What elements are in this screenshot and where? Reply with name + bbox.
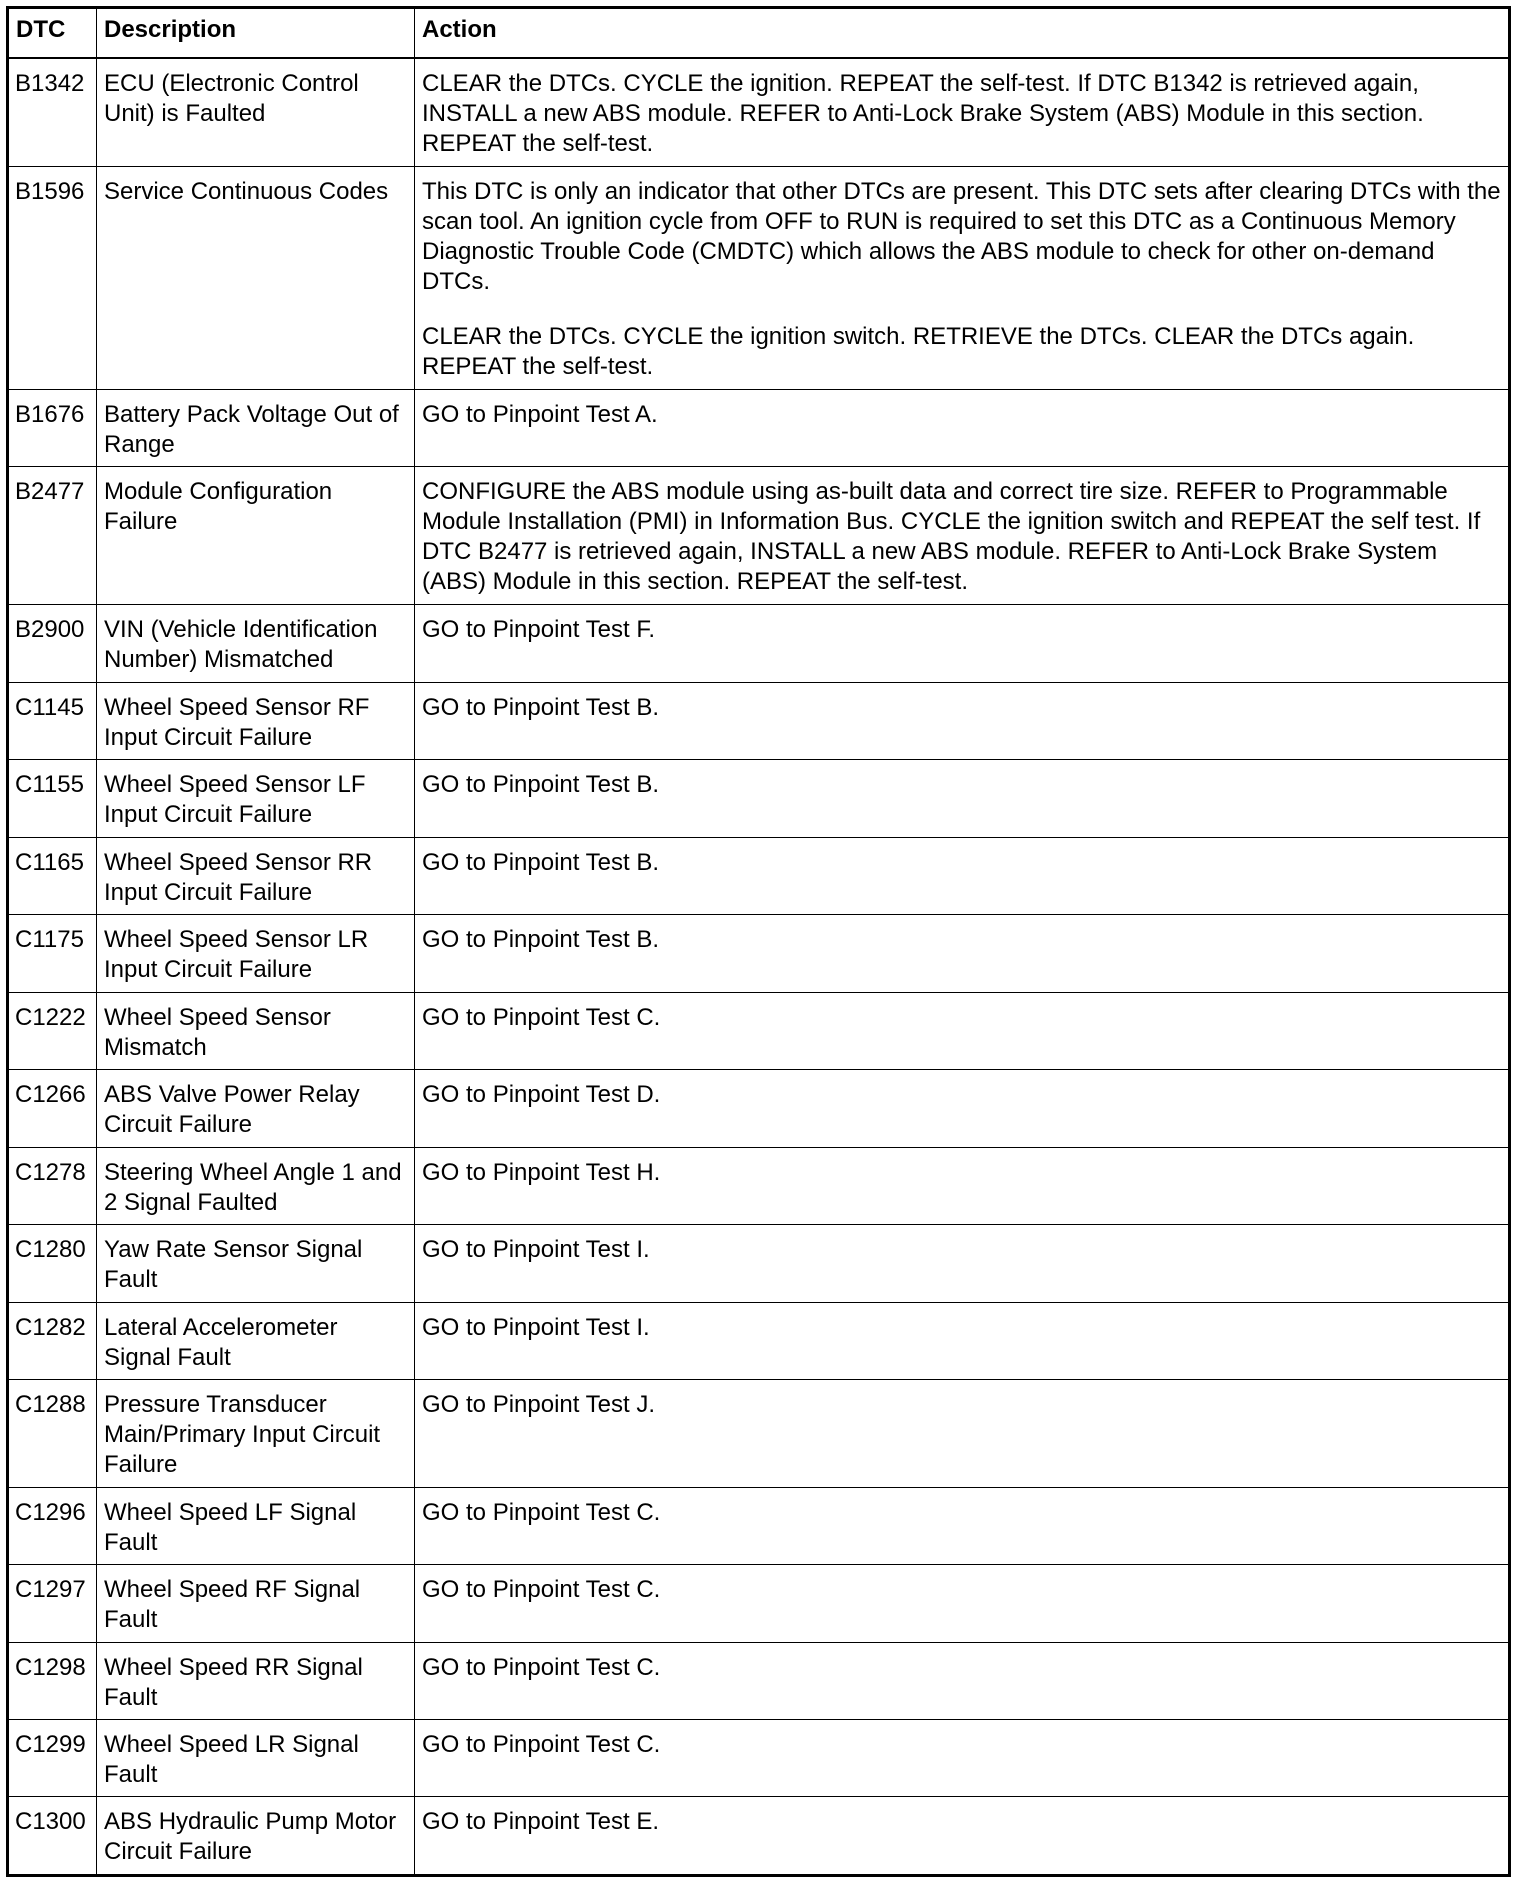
dtc-code-cell: C1296 — [8, 1487, 97, 1564]
description-cell: Module Configuration Failure — [97, 467, 415, 605]
table-row — [8, 682, 1510, 759]
action-paragraph: GO to Pinpoint Test B. — [422, 848, 660, 876]
description-cell: Pressure Transducer Main/Primary Input Circuit Failure — [97, 1379, 415, 1487]
description-cell: Wheel Speed Sensor LF Input Circuit Failure — [97, 760, 415, 837]
dtc-code-cell: C1282 — [8, 1302, 97, 1379]
dtc-code-cell: C1145 — [8, 682, 97, 759]
action-cell — [415, 166, 1510, 389]
dtc-code-cell: C1299 — [8, 1720, 97, 1797]
description-cell: ABS Hydraulic Pump Motor Circuit Failure — [97, 1797, 415, 1876]
action-cell — [415, 837, 1510, 914]
action-cell — [415, 389, 1510, 466]
table-row — [8, 166, 1510, 389]
dtc-code-cell: B2900 — [8, 605, 97, 682]
description-cell: Wheel Speed Sensor LR Input Circuit Failure — [97, 915, 415, 992]
description-cell: Steering Wheel Angle 1 and 2 Signal Faulted — [97, 1147, 415, 1224]
table-row — [8, 992, 1510, 1069]
table-row — [8, 1797, 1510, 1876]
table-row — [8, 58, 1510, 166]
action-paragraph: CLEAR the DTCs. CYCLE the ignition switch. RETRIEVE the DTCs. CLEAR the DTCs again. REPEAT the self-test. — [422, 322, 1415, 380]
action-paragraph: GO to Pinpoint Test B. — [422, 693, 660, 721]
action-paragraph: GO to Pinpoint Test C. — [422, 1003, 661, 1031]
action-paragraph: GO to Pinpoint Test D. — [422, 1081, 661, 1109]
action-cell — [415, 1147, 1510, 1224]
action-paragraph: GO to Pinpoint Test E. — [422, 1808, 660, 1836]
table-row — [8, 1379, 1510, 1487]
action-cell — [415, 1225, 1510, 1302]
description-cell: Wheel Speed LF Signal Fault — [97, 1487, 415, 1564]
table-row — [8, 1565, 1510, 1642]
action-paragraph: GO to Pinpoint Test A. — [422, 400, 658, 428]
dtc-code-cell: C1297 — [8, 1565, 97, 1642]
description-cell: Battery Pack Voltage Out of Range — [97, 389, 415, 466]
description-cell: Wheel Speed RF Signal Fault — [97, 1565, 415, 1642]
action-paragraph: GO to Pinpoint Test J. — [422, 1390, 656, 1418]
table-header — [8, 8, 1510, 59]
dtc-code-cell: C1298 — [8, 1642, 97, 1719]
action-cell — [415, 682, 1510, 759]
action-cell — [415, 760, 1510, 837]
action-paragraph: GO to Pinpoint Test C. — [422, 1498, 661, 1526]
action-cell — [415, 1565, 1510, 1642]
table-row — [8, 389, 1510, 466]
description-cell: Service Continuous Codes — [97, 166, 415, 389]
action-paragraph: GO to Pinpoint Test B. — [422, 926, 660, 954]
header-dtc: DTC — [8, 8, 97, 59]
action-cell — [415, 58, 1510, 166]
description-cell: Yaw Rate Sensor Signal Fault — [97, 1225, 415, 1302]
dtc-code-cell: C1266 — [8, 1070, 97, 1147]
table-row — [8, 1642, 1510, 1719]
action-paragraph: CLEAR the DTCs. CYCLE the ignition. REPEAT the self-test. If DTC B1342 is retrieved again, INSTALL a new ABS module. REFER to Anti-Lock Brake System (ABS) Module in this section. REPEAT the self-test. — [422, 70, 1424, 157]
table-row — [8, 1225, 1510, 1302]
dtc-code-cell: C1278 — [8, 1147, 97, 1224]
dtc-code-cell: C1165 — [8, 837, 97, 914]
action-paragraph: GO to Pinpoint Test B. — [422, 771, 660, 799]
action-paragraph: This DTC is only an indicator that other DTCs are present. This DTC sets after clearing DTCs with the scan tool. An ignition cycle from OFF to RUN is required to set this DTC as a Continuous Memory Diagnostic Trouble Code (CMDTC) which allows the ABS module to check for other on-demand DTCs. — [422, 177, 1501, 295]
description-cell: Wheel Speed Sensor Mismatch — [97, 992, 415, 1069]
action-paragraph: GO to Pinpoint Test H. — [422, 1158, 661, 1186]
table-body — [8, 58, 1510, 1876]
dtc-code-cell: C1222 — [8, 992, 97, 1069]
description-cell: ECU (Electronic Control Unit) is Faulted — [97, 58, 415, 166]
action-cell — [415, 1642, 1510, 1719]
table-row — [8, 1147, 1510, 1224]
description-cell: Lateral Accelerometer Signal Fault — [97, 1302, 415, 1379]
header-action: Action — [415, 8, 1510, 59]
dtc-code-cell: B2477 — [8, 467, 97, 605]
action-cell — [415, 1070, 1510, 1147]
header-row — [8, 8, 1510, 59]
table-row — [8, 837, 1510, 914]
action-paragraph: CONFIGURE the ABS module using as-built data and correct tire size. REFER to Programmable Module Installation (PMI) in Information Bus. CYCLE the ignition switch and REPEAT the self test. If DTC B2477 is retrieved again, INSTALL a new ABS module. REFER to Anti-Lock Brake System (ABS) Module in this section. REPEAT the self-test. — [422, 478, 1481, 596]
action-cell — [415, 1797, 1510, 1876]
dtc-code-cell: B1342 — [8, 58, 97, 166]
action-cell — [415, 915, 1510, 992]
dtc-code-cell: C1175 — [8, 915, 97, 992]
action-paragraph: GO to Pinpoint Test F. — [422, 616, 656, 644]
table-row — [8, 915, 1510, 992]
description-cell: Wheel Speed RR Signal Fault — [97, 1642, 415, 1719]
action-cell — [415, 467, 1510, 605]
table-row — [8, 1070, 1510, 1147]
description-cell: VIN (Vehicle Identification Number) Mismatched — [97, 605, 415, 682]
action-cell — [415, 605, 1510, 682]
table-row — [8, 1487, 1510, 1564]
table-row — [8, 1302, 1510, 1379]
action-cell — [415, 1302, 1510, 1379]
dtc-code-cell: C1280 — [8, 1225, 97, 1302]
dtc-code-cell: C1288 — [8, 1379, 97, 1487]
header-description: Description — [97, 8, 415, 59]
action-cell — [415, 1487, 1510, 1564]
dtc-code-cell: C1300 — [8, 1797, 97, 1876]
table-row — [8, 760, 1510, 837]
description-cell: ABS Valve Power Relay Circuit Failure — [97, 1070, 415, 1147]
action-cell — [415, 992, 1510, 1069]
table-row — [8, 1720, 1510, 1797]
table-row — [8, 605, 1510, 682]
action-paragraph: GO to Pinpoint Test C. — [422, 1653, 661, 1681]
action-cell — [415, 1720, 1510, 1797]
action-paragraph: GO to Pinpoint Test I. — [422, 1313, 650, 1341]
description-cell: Wheel Speed Sensor RR Input Circuit Failure — [97, 837, 415, 914]
description-cell: Wheel Speed Sensor RF Input Circuit Failure — [97, 682, 415, 759]
action-cell — [415, 1379, 1510, 1487]
action-paragraph: GO to Pinpoint Test C. — [422, 1576, 661, 1604]
dtc-code-cell: B1596 — [8, 166, 97, 389]
description-cell: Wheel Speed LR Signal Fault — [97, 1720, 415, 1797]
dtc-code-cell: C1155 — [8, 760, 97, 837]
action-paragraph: GO to Pinpoint Test I. — [422, 1236, 650, 1264]
dtc-table — [6, 6, 1511, 1877]
dtc-code-cell: B1676 — [8, 389, 97, 466]
action-paragraph: GO to Pinpoint Test C. — [422, 1731, 661, 1759]
table-row — [8, 467, 1510, 605]
